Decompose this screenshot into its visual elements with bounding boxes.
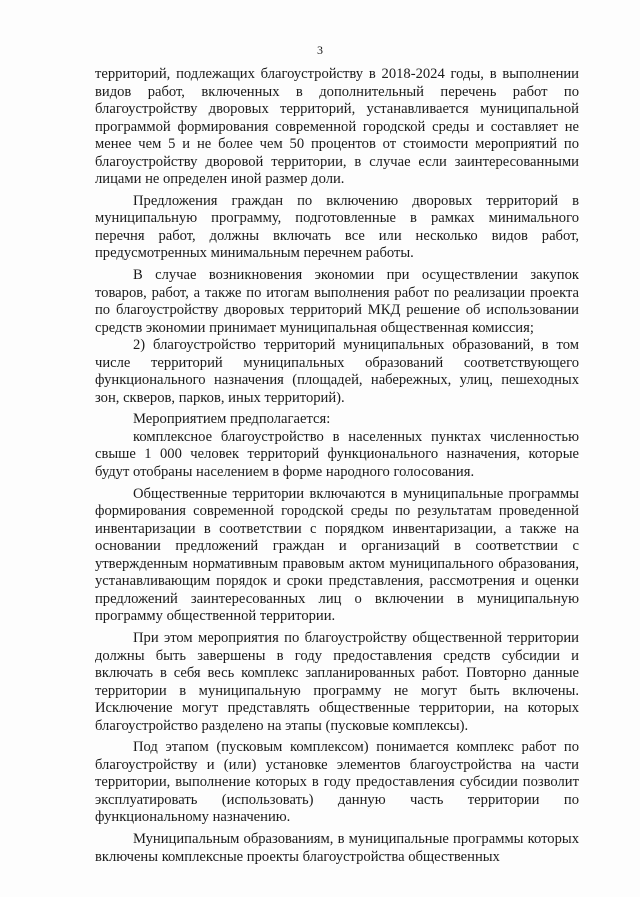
page-number: 3 [317,43,323,57]
paragraph: Мероприятием предполагается: [133,411,331,428]
paragraph: территорий, подлежащих благоустройству в 2018-2024 годы, в выполнении видов работ, включенных в дополнительный перечень работ по благоустройству дворовых территорий, устанавливается муниципальной программой формирования современной городской среды и составляет не менее чем 5 и не более чем 50 процентов от стоимости мероприятий по благоустройству дворовой территории, в случае если заинтересованными лицами не определен иной размер доли. [95,66,579,188]
paragraph: комплексное благоустройство в населенных пунктах численностью свыше 1 000 человек территорий функционального назначения, которые будут отобраны населением в форме народного голосования. [95,428,579,481]
paragraph: В случае возникновения экономии при осуществлении закупок товаров, работ, а также по итогам выполнения работ по реализации проекта по благоустройству дворовых территорий МКД решение об использовании средств экономии принимает муниципальная общественная комиссия; [95,267,579,336]
paragraph: Общественные территории включаются в муниципальные программы формирования современной городской среды по результатам проведенной инвентаризации в соответствии с порядком инвентаризации, а также на основании предложений граждан и организаций в соответствии с утвержденным нормативным правовым актом муниципального образования, устанавливающим порядок и сроки представления, рассмотрения и оценки предложений заинтересованных лиц о включении в муниципальную программу общественной территории. [95,485,579,625]
paragraph: Предложения граждан по включению дворовых территорий в муниципальную программу, подготовленные в рамках минимального перечня работ, должны включать все или несколько видов работ, предусмотренных минимальным перечнем работы. [95,192,579,262]
paragraph: При этом мероприятия по благоустройству общественной территории должны быть завершены в году предоставления средств субсидии и включать в себя весь комплекс запланированных работ. Повторно данные территории в муниципальную программу не могут быть включены. Исключение могут представлять общественные территории, на которых благоустройство разделено на этапы (пусковые комплексы). [95,629,579,734]
paragraph: Муниципальным образованиям, в муниципальные программы которых включены комплексные проекты благоустройства общественных [95,830,579,865]
paragraph: 2) благоустройство территорий муниципальных образований, в том числе территорий муниципальных образований соответствующего функционального назначения (площадей, набережных, улиц, пешеходных зон, скверов, парков, иных территорий). [95,337,579,406]
document-body [95,66,579,866]
paragraph: Под этапом (пусковым комплексом) понимается комплекс работ по благоустройству и (или) установке элементов благоустройства на части территории, выполнение которых в году предоставления субсидии позволит эксплуатировать (использовать) данную часть территории по функциональному назначению. [95,739,579,826]
